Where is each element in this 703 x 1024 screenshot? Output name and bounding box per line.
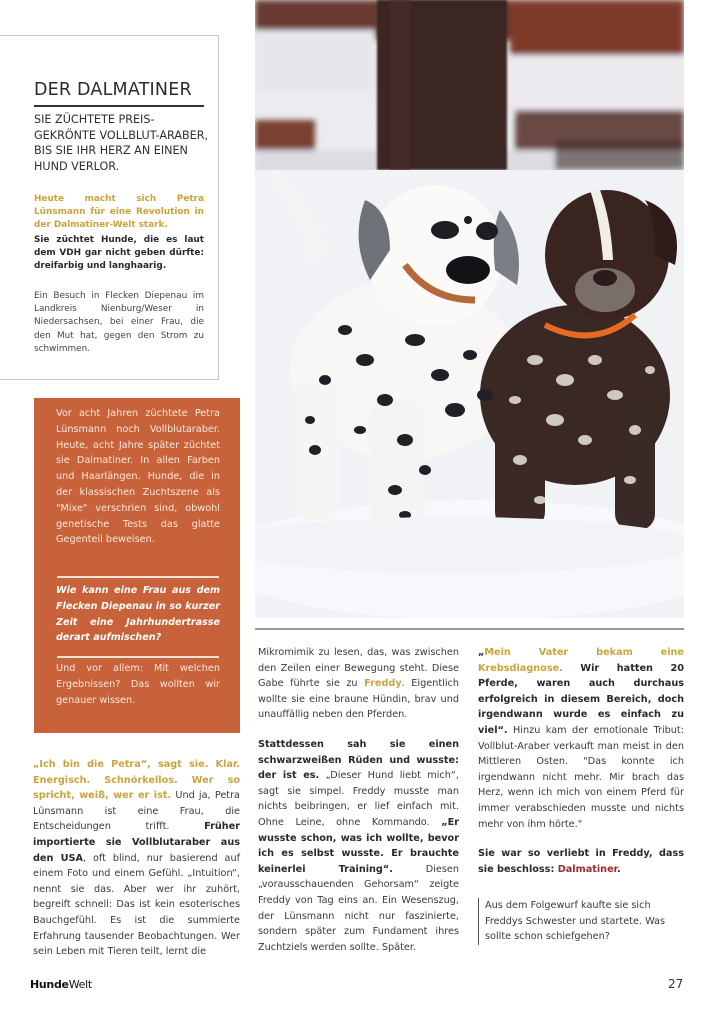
highlight-quote: Mein Vater bekam eine Krebsdiagnose. [478, 647, 684, 674]
paragraph [478, 645, 684, 832]
highlight-quote: „Ich bin die Petra“, sagt sie. Klar. Energisch. Schnörkellos. Wer so spricht, weiß, wer er ist. [33, 759, 240, 802]
page-number: 27 [668, 977, 684, 991]
intro-lead: Heute macht sich Petra Lünsmann für eine Revolution in der Dalmatiner-Welt stark. [34, 194, 204, 231]
photo-illustration [255, 0, 684, 618]
bold-text: Stattdessen sah sie einen schwarzweißen Rüden und wusste: der ist es. [258, 738, 459, 782]
body-text: Diesen „vorausschauenden Gehorsam“ zeigte Freddy von Tag eins an. Ein Wesenszug, der Lünsmann nicht nur faszinierte, sondern später zum Fundament ihres Zuchtziels werden sollte. Später. [258, 863, 459, 953]
pull-quote: Aus dem Folgewurf kaufte sie sich Freddys Schwester und startete. Was sollte schon schiefgehen? [478, 898, 678, 945]
info-box-divider [57, 656, 219, 658]
article-column-2 [258, 645, 459, 969]
photo-divider [255, 628, 684, 630]
intro-text: Ein Besuch in Flecken Diepenau im Landkreis Nienburg/Weser in Niedersachsen, bei einer Frau, die den Mut hat, gegen den Strom zu schwimmen. [34, 291, 204, 354]
bold-text: Wir hatten 20 Pferde, waren auch durchaus erfolgreich in diesem Bereich, doch irgendwann wurde es einfach zu viel“. [478, 662, 684, 736]
dalmatian-puppies-photo [255, 0, 684, 618]
intro-lead-bold: Sie züchtet Hunde, die es laut dem VDH gar nicht geben dürfte: dreifarbig und langhaarig. [34, 235, 204, 272]
bold-text: . [617, 863, 621, 875]
quote-mark: „ [478, 647, 485, 658]
paragraph [478, 846, 684, 877]
body-text: Mikromimik zu lesen, das, was zwischen den Zeilen einer Bewegung steht. Diese Gabe führte sie zu [258, 647, 459, 690]
article-title: DER DALMATINER [34, 80, 192, 100]
bold-text: Früher importierte sie Vollblutaraber aus den USA [33, 821, 240, 864]
body-text: "Das konnte ich irgendwann nicht mehr. Mir brach das Herz, wenn ich mich von einem Pferd für immer verabschieden musste und nichts mehr von ihm hörte." [478, 756, 684, 830]
body-text: , oft blind, nur basierend auf einem Foto und einem Gefühl. „Intuition“, nennt sie das. Aber wer ihr zuhört, begreift schnell: Das ist kein esoterisches Bauchgefühl. Es ist die summierte Erfahrung tausender Beobachtungen. Wer sein Leben mit Tieren teilt, lernt die [33, 852, 240, 958]
highlight-name: Freddy [364, 678, 402, 690]
paragraph [258, 645, 459, 723]
info-box-paragraph: Vor acht Jahren züchtete Petra Lünsmann noch Vollblutaraber. Heute, acht Jahre später züchtet sie Dalmatiner. In allen Farben und Haarlängen. Hunde, die in der klassischen Zuchtszene als "Mixe" verschrien sind, obwohl genetische Tests das glatte Gegenteil beweisen. [56, 408, 220, 546]
info-box-question: Wie kann eine Frau aus dem Flecken Diepenau in so kurzer Zeit eine Jahrhundertrasse derart aufmischen? [56, 585, 220, 644]
bold-text: „Er wusste schon, was ich wollte, bevor ich es selbst wusste. Er brauchte keinerlei Training“. [258, 816, 459, 875]
info-box-paragraph: Und vor allem: Mit welchen Ergebnissen? Das wollten wir genauer wissen. [56, 663, 220, 706]
article-column-1 [33, 757, 240, 960]
highlight-breed: Dalmatiner [557, 863, 618, 875]
article-subtitle: SIE ZÜCHTETE PREIS-GEKRÖNTE VOLLBLUT-ARABER, BIS SIE IHR HERZ AN EINEN HUND VERLOR. [34, 113, 209, 173]
body-text: Und ja, Petra Lünsmann ist eine Frau, die Entscheidungen trifft. [33, 790, 240, 833]
article-column-3 [478, 645, 684, 891]
title-divider [34, 105, 204, 107]
body-text: Hinzu kam der emotionale Tribut: Vollblut-Araber verkauft man meist in den Mittleren Osten. [478, 724, 684, 768]
body-text: . Eigentlich wollte sie eine braune Hündin, brav und unauffällig neben den Pferden. [258, 678, 459, 721]
body-text: „Dieser Hund liebt mich“, sagt sie simpel. Freddy musste man nichts beibringen, er lief einfach mit. Ohne Leine, ohne Kommando. [258, 770, 459, 828]
magazine-logo [30, 978, 92, 991]
info-box-divider [57, 576, 219, 578]
logo-part-hunde: Hunde [30, 978, 69, 991]
paragraph [258, 737, 459, 955]
bold-text: Sie war so verliebt in Freddy, dass sie beschloss: [478, 848, 684, 875]
logo-part-welt: Welt [68, 978, 92, 991]
